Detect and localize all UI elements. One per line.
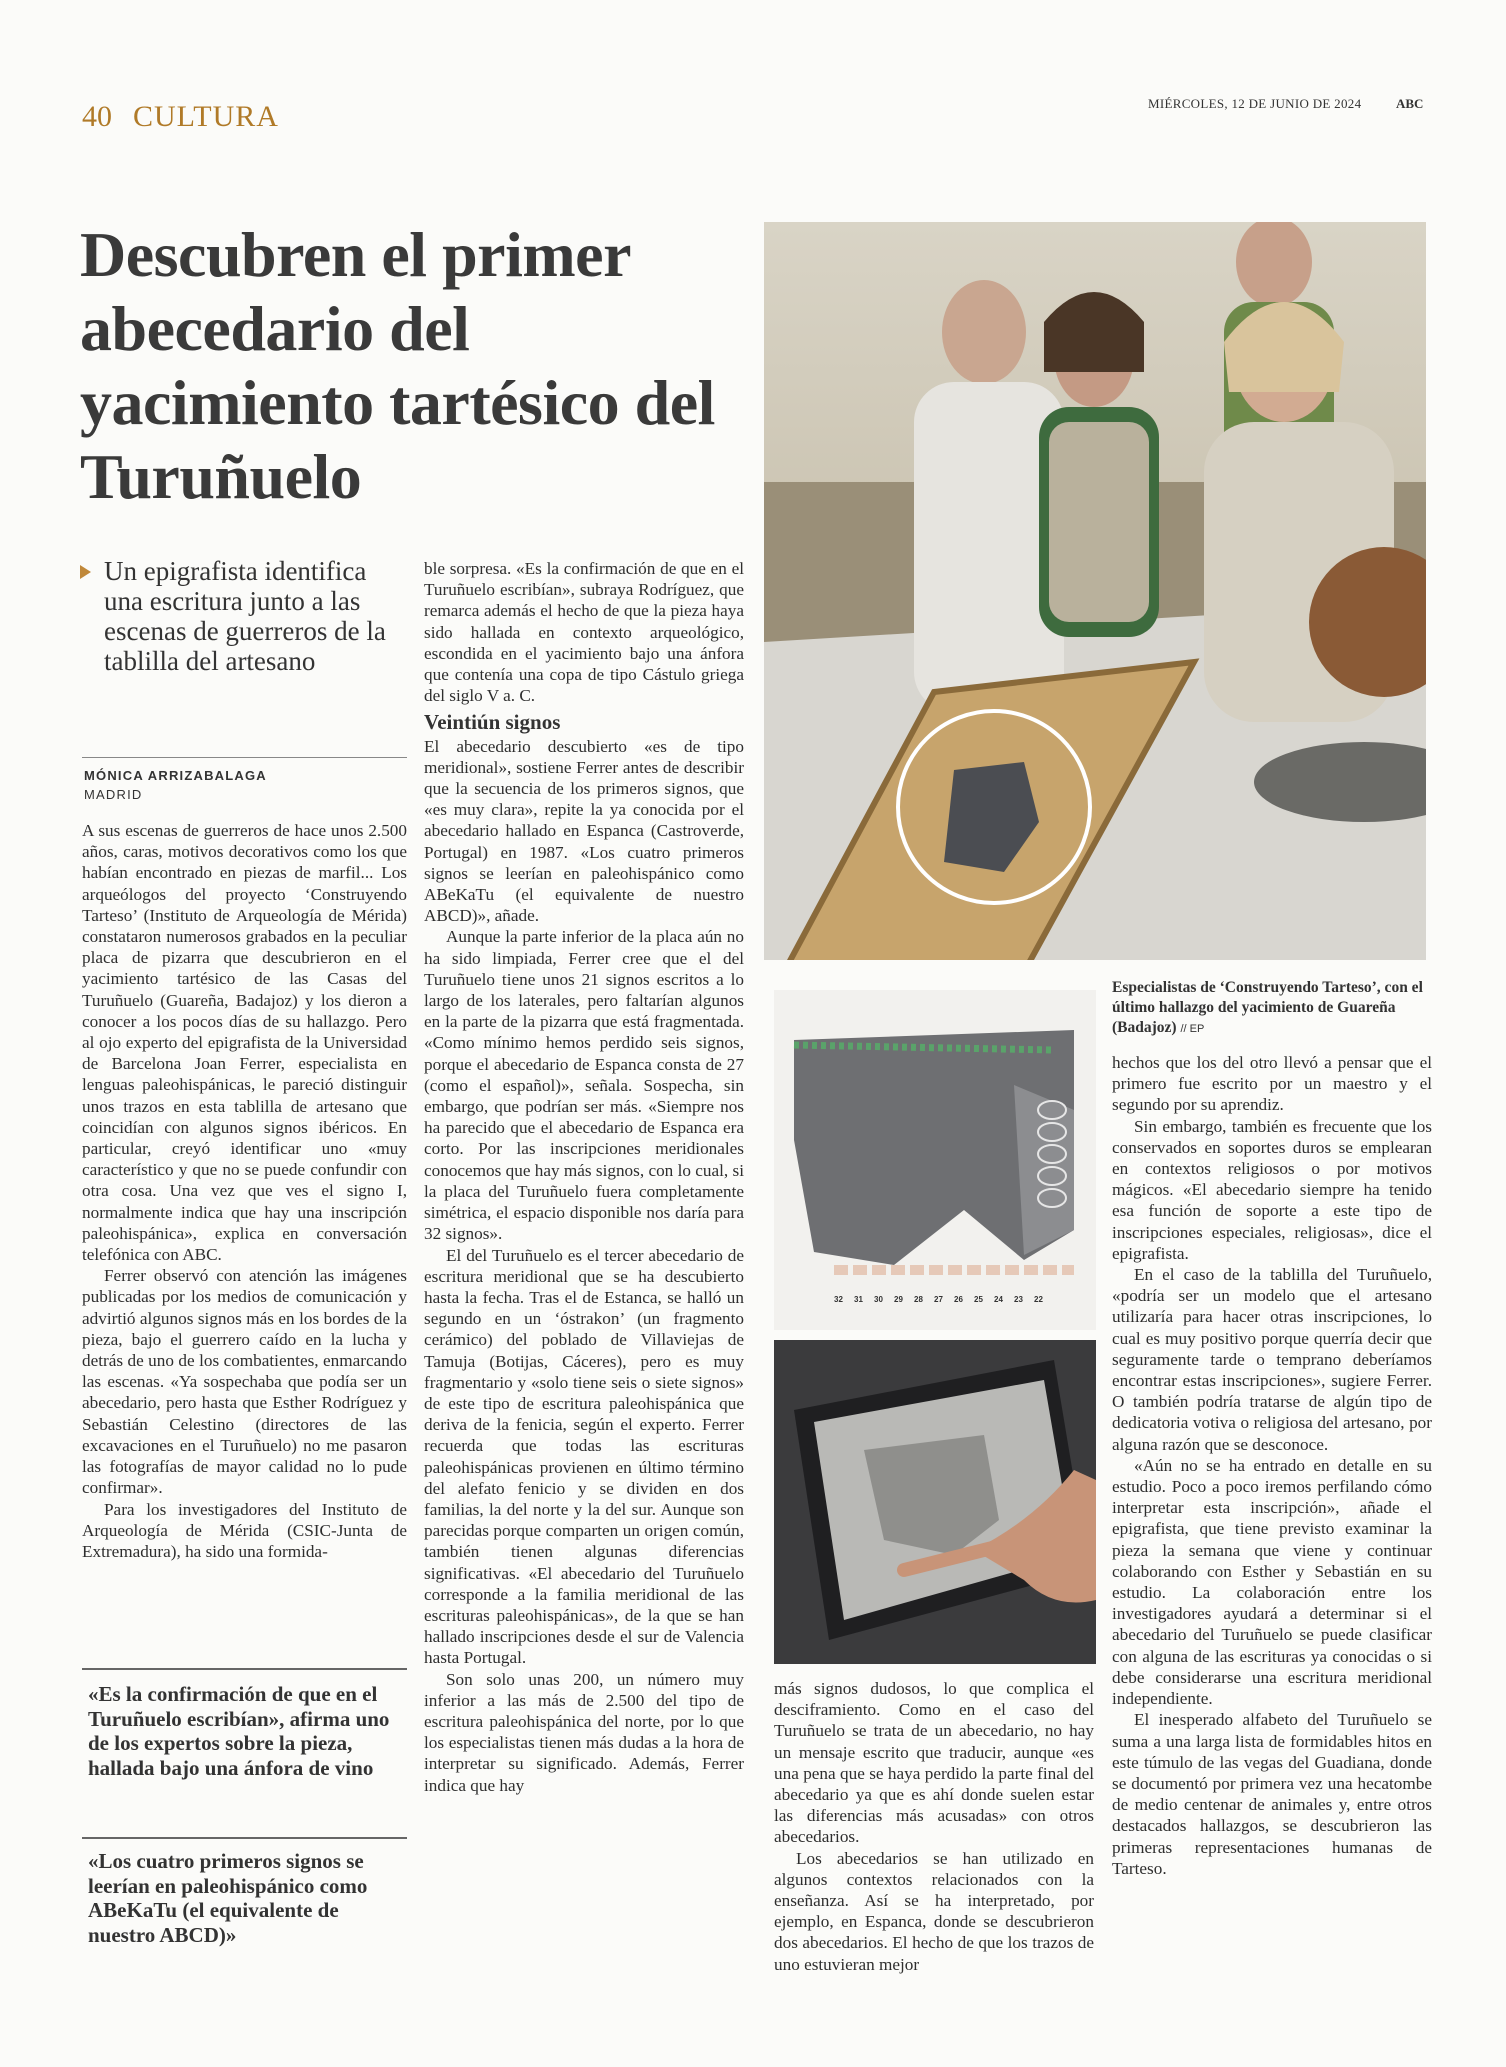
sign-number: 31 (854, 1295, 863, 1304)
paragraph: A sus escenas de guerreros de hace unos 2.500 años, caras, motivos decorativos como los que habían encontrado en piezas de marfil... Los arqueólogos del proyecto ‘Construyendo Tarteso’ (Instituto de Arqueología de Mérida) constataron numerosos grabados en la peculiar placa de pizarra que descubrieron en el yacimiento tartésico de las Casas del Turuñuelo (Guareña, Badajoz) y los dieron a conocer a los pocos días de su hallazgo. Pero al ojo experto del epigrafista de la Universidad de Barcelona Joan Ferrer, especialista en lenguas paleohispánicas, le pareció distinguir unos trazos en esta tablilla de artesano que coincidían con algunos signos ibéricos. En particular, creyó identificar uno «muy característico y que no se puede confundir con otra cosa. Una vez que ves el signo I, normalmente indica que hay una inscripción paleohispánica», explica en conversación telefónica con ABC. (82, 821, 407, 1265)
paragraph: El del Turuñuelo es el tercer abecedario de escritura meridional que se ha descubierto hasta la fecha. Tras el de Estanca, se halló un segundo en un ‘óstrakon’ (un fragmento cerámico) del poblado de Villaviejas de Tamuja (Botijas, Cáceres), pero es muy fragmentario y «solo tiene seis o siete signos» de este tipo de escritura paleohispánica que deriva de la fenicia, según el experto. Ferrer recuerda que todas las escrituras paleohispánicas provienen en último término del alefato fenicio y se dividen en dos familias, la del norte y la del sur. Aunque son parecidas porque comparten un origen común, también tienen algunas diferencias significativas. «El abecedario del Turuñuelo corresponde a la familia meridional de las escrituras paleohispánicas», de la que se han hallado inscripciones desde el sur de Valencia hasta Portugal. (424, 1245, 744, 1668)
subheadline-text: Un epigrafista identifica una escritura junto a las escenas de guerreros de la tablilla del artesano (104, 556, 386, 676)
photo-finger-on-screen (774, 1340, 1096, 1664)
paragraph: Para los investigadores del Instituto de Arqueología de Mérida (CSIC-Junta de Extremadura), ha sido una formida- (82, 1499, 407, 1561)
sign-number: 27 (934, 1295, 943, 1304)
paragraph: Sin embargo, también es frecuente que los conservados en soportes duros se emplearan en contextos religiosos o por motivos mágicos. «El abecedario siempre ha tenido esa función de soporte a este tipo de inscripciones especiales, religiosas», dice el epigrafista. (1112, 1116, 1432, 1263)
photo-specialists-with-tablet (764, 222, 1426, 960)
sign-number: 28 (914, 1295, 923, 1304)
pullquote-rule (82, 1668, 407, 1670)
publication-logo: ABC (1396, 96, 1424, 111)
pullquote-1: «Es la confirmación de que en el Turuñuelo escribían», afirma uno de los expertos sobre la pieza, hallada bajo una ánfora de vino (88, 1682, 390, 1780)
author: MÓNICA ARRIZABALAGA (84, 768, 267, 783)
byline-divider (82, 757, 407, 758)
sign-number: 29 (894, 1295, 903, 1304)
tablet-sign-diagram (774, 990, 1096, 1330)
sign-number: 25 (974, 1295, 983, 1304)
column-1 (82, 820, 407, 1562)
pullquote-rule (82, 1837, 407, 1839)
pullquote-2: «Los cuatro primeros signos se leerían en paleohispánico como ABeKaTu (el equivalente de nuestro ABCD)» (88, 1849, 368, 1947)
section-title: CULTURA (133, 100, 279, 133)
triangle-bullet-icon (80, 565, 91, 579)
paragraph: En el caso de la tablilla del Turuñuelo, «podría ser un modelo que el artesano utilizaría para hacer otras inscripciones, lo cual es muy positivo porque querría decir que seguramente tarde o temprano deberíamos encontrar estas inscripciones», sugiere Ferrer. O también podría tratarse de algún tipo de dedicatoria votiva o religiosa del artesano, por alguna razón que se desconoce. (1112, 1265, 1432, 1454)
paragraph: Aunque la parte inferior de la placa aún no ha sido limpiada, Ferrer cree que el del Turuñuelo tiene unos 21 signos escritos a lo largo de los laterales, pero faltarían algunos en la parte de la pizarra que está fragmentada. «Como mínimo hemos perdido seis signos, porque el abecedario de Espanca consta de 27 (como el español)», señala. Sospecha, sin embargo, que podrían ser más. «Siempre nos ha parecido que el abecedario de Espanca era corto. Por las inscripciones meridionales conocemos que hay más signos, con lo cual, si la placa del Turuñuelo fuera completamente simétrica, el espacio disponible nos daría para 32 signos». (424, 927, 744, 1244)
tablet-photo (774, 1340, 1096, 1664)
photo-credit: // EP (1180, 1023, 1205, 1035)
paragraph: más signos dudosos, lo que complica el desciframiento. Como en el caso del Turuñuelo se trata de un abecedario, no hay un mensaje escrito que traducir, aunque «es una pena que se haya perdido la parte final del abecedario ya que es ahí donde suelen estar las diferencias más acusadas» con otros abecedarios. (774, 1679, 1094, 1847)
sign-number: 23 (1014, 1295, 1023, 1304)
dateline-city: MADRID (84, 787, 143, 802)
caption-text: Especialistas de ‘Construyendo Tarteso’, con el último hallazgo del yacimiento de Guareña (Badajoz) (1112, 979, 1423, 1036)
sign-number: 26 (954, 1295, 963, 1304)
main-photo (764, 222, 1426, 960)
paragraph: «Aún no se ha entrado en detalle en su estudio. Poco a poco iremos perfilando cómo interpretar esta inscripción», añade el epigrafista, que tiene previsto examinar la pieza la semana que viene y continuar colaborando con Esther y Sebastián en su estudio. La colaboración entre los investigadores ayudará a determinar si el abecedario del Turuñuelo se puede clasificar con alguna de las escrituras ya conocidas o si debe considerarse una escritura meridional independiente. (1112, 1455, 1432, 1709)
paragraph: hechos que los del otro llevó a pensar que el primero fue escrito por un maestro y el segundo por su aprendiz. (1112, 1053, 1432, 1115)
tablet-diagram (774, 990, 1096, 1330)
paragraph: ble sorpresa. «Es la confirmación de que en el Turuñuelo escribían», subraya Rodríguez, que remarca además el hecho de que la pieza haya sido hallada en contexto arqueológico, escondida en el yacimiento bajo una ánfora que contenía una copa de tipo Cástulo griega del siglo V a. C. (424, 559, 744, 706)
issue-date: MIÉRCOLES, 12 DE JUNIO DE 2024 (1148, 96, 1362, 111)
column-3 (774, 1678, 1094, 1975)
paragraph: Los abecedarios se han utilizado en algunos contextos relacionados con la enseñanza. Así se ha interpretado, por ejemplo, en Espanca, donde se descubrieron dos abecedarios. El hecho de que los trazos de uno estuvieran mejor (774, 1848, 1094, 1974)
sign-number: 30 (874, 1295, 883, 1304)
photo-caption (1112, 978, 1442, 1039)
sign-number: 32 (834, 1295, 843, 1304)
subheadline (80, 556, 410, 676)
sign-number: 22 (1034, 1295, 1043, 1304)
column-4 (1112, 1052, 1432, 1879)
section-subtitle: Veintiún signos (424, 710, 561, 735)
paragraph: El inesperado alfabeto del Turuñuelo se suma a una larga lista de formidables hitos en este túmulo de las vegas del Guadiana, donde se documentó por primera vez una hecatombe de medio centenar de animales y, entre otros destacados hallazgos, se descubrieron las primeras representaciones humanas de Tarteso. (1112, 1710, 1432, 1878)
headline: Descubren el primer abecedario del yacimiento tartésico del Turuñuelo (80, 219, 715, 512)
paragraph: Son solo unas 200, un número muy inferior a las más de 2.500 del tipo de escritura paleohispánica del norte, por lo que los especialistas tienen más dudas a la hora de interpretar su significado. Además, Ferrer indica que hay (424, 1669, 744, 1795)
column-2 (424, 558, 744, 1796)
paragraph: El abecedario descubierto «es de tipo meridional», sostiene Ferrer antes de describir que la secuencia de los primeros signos, que «es muy clara», repite la ya conocida por el abecedario hallado en Espanca (Castroverde, Portugal) en 1987. «Los cuatro primeros signos se leerían en paleohispánico como ABeKaTu (el equivalente de nuestro ABCD)», añade. (424, 736, 744, 926)
page-number: 40 (82, 100, 112, 133)
sign-number: 24 (994, 1295, 1003, 1304)
paragraph: Ferrer observó con atención las imágenes publicadas por los medios de comunicación y advirtió algunos signos más en los bordes de la pieza, bajo el guerrero caído en la lucha y detrás de uno de los combatientes, enmarcando las escenas. «Ya sospechaba que podía ser un abecedario, pero hasta que Esther Rodríguez y Sebastián Celestino (directores de las excavaciones en el Turuñuelo) no me pasaron las fotografías de mayor calidad no lo pude confirmar». (82, 1266, 407, 1498)
